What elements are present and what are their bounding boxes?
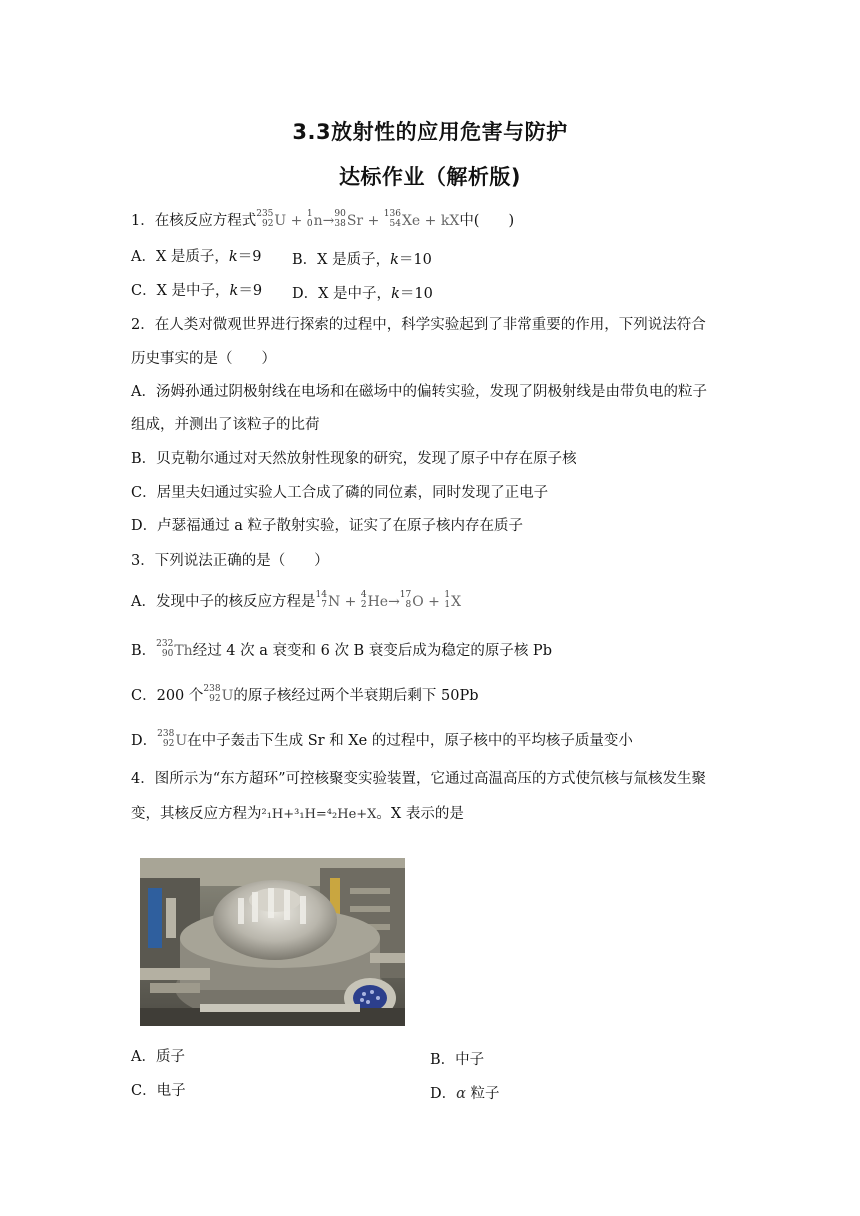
- question-1-option-d: D．X 是中子，k＝10: [292, 286, 433, 302]
- question-2-option-a-line1: A．汤姆孙通过阴极射线在电场和在磁场中的偏转实验，发现了阴极射线是由带负电的粒子: [131, 384, 707, 400]
- question-3-option-a: A．发现中子的核反应方程是 14 7 N + 4 2 He→ 17 8 O + 1 1 X: [131, 590, 462, 610]
- question-2-option-c: C．居里夫妇通过实验人工合成了磷的同位素，同时发现了正电子: [131, 485, 549, 501]
- question-2-option-a-line2: 组成，并测出了该粒子的比荷: [131, 417, 320, 433]
- fusion-equation: ²₁H+³₁H=⁴₂He+X: [261, 807, 377, 822]
- document-subtitle: 达标作业（解析版): [338, 165, 522, 189]
- question-2-option-b: B．贝克勒尔通过对天然放射性现象的研究，发现了原子中存在原子核: [131, 451, 577, 467]
- question-3-option-c: C．200 个 238 92 U的原子核经过两个半衰期后剩下 50Pb: [131, 684, 479, 704]
- question-4-stem-line1: 4．图所示为“东方超环”可控核聚变实验装置，它通过高温高压的方式使氘核与氚核发生聚: [131, 771, 707, 787]
- question-4-option-b: B．中子: [430, 1052, 485, 1068]
- question-4-option-c: C．电子: [131, 1083, 186, 1099]
- question-2-stem-line2: 历史事实的是（ ）: [131, 351, 276, 367]
- question-2-option-d: D．卢瑟福通过 a 粒子散射实验，证实了在原子核内存在质子: [131, 518, 523, 534]
- question-2-stem-line1: 2．在人类对微观世界进行探索的过程中，科学实验起到了非常重要的作用，下列说法符合: [131, 317, 706, 333]
- question-3-option-d: D． 238 92 U在中子轰击下生成 Sr 和 Xe 的过程中，原子核中的平均核子质量变小: [131, 729, 633, 749]
- question-4-stem-line2: 变，其核反应方程为²₁H+³₁H=⁴₂He+X。X 表示的是: [131, 806, 464, 822]
- document-title: 3.3放射性的应用危害与防护: [292, 120, 568, 144]
- question-1-option-b: B．X 是质子，k＝10: [292, 252, 432, 268]
- question-1-option-c: C．X 是中子，k＝9: [131, 283, 263, 299]
- question-4-option-a: A．质子: [131, 1049, 185, 1065]
- alpha-symbol: α: [456, 1086, 466, 1102]
- tokamak-device-photo: [140, 858, 405, 1026]
- neutron-discovery-equation: 14 7 N + 4 2 He→ 17 8 O + 1 1 X: [315, 590, 462, 610]
- question-1-option-a: A．X 是质子，k＝9: [131, 249, 262, 265]
- question-4-option-d: D．α 粒子: [430, 1086, 500, 1102]
- question-1-stem: 1．在核反应方程式 235 92 U + 1 0 n→ 90 38 Sr + 136 54 Xe + kX中( ): [131, 209, 515, 229]
- question-3-option-b: B． 232 90 Th经过 4 次 a 衰变和 6 次 B 衰变后成为稳定的原子核 Pb: [131, 639, 552, 659]
- question-3-stem: 3．下列说法正确的是（ ）: [131, 553, 329, 569]
- reaction-equation: 235 92 U + 1 0 n→ 90 38 Sr + 136 54 Xe + kX: [256, 209, 460, 229]
